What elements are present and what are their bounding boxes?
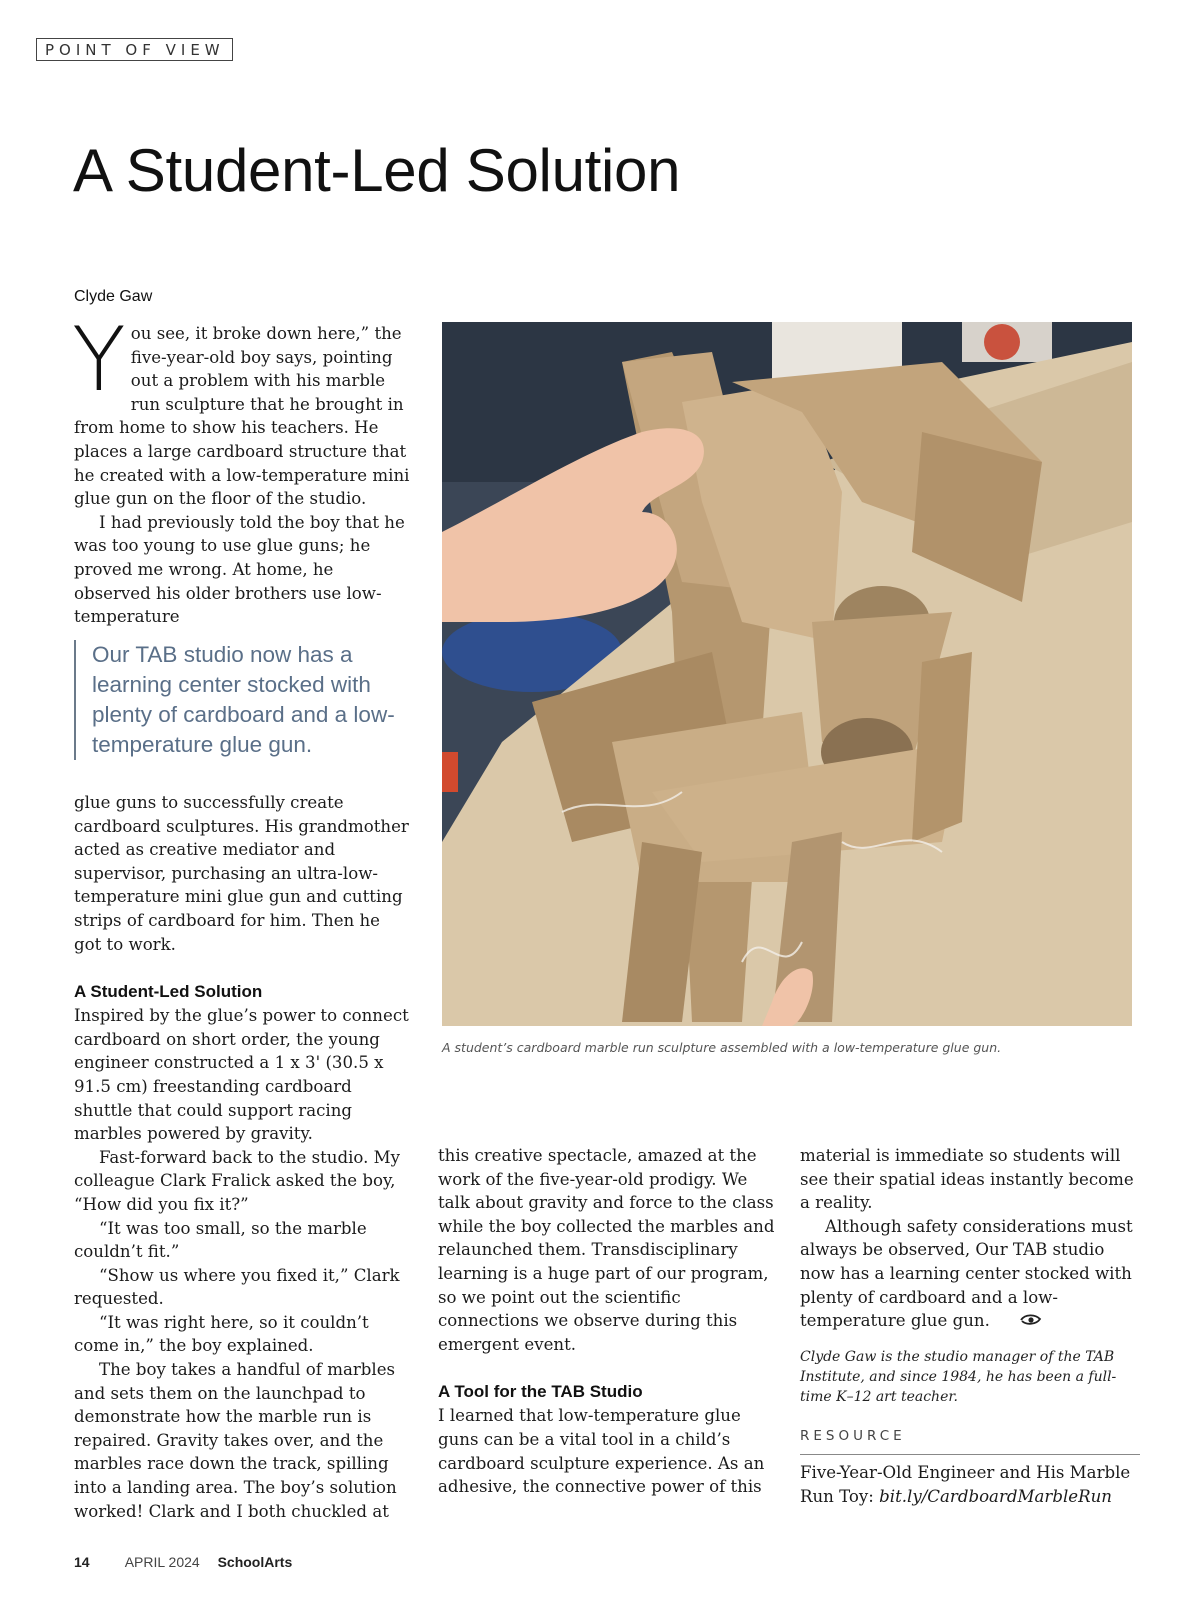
body-paragraph: “It was right here, so it couldn’t come in,” the boy explained. <box>74 1312 369 1356</box>
body-paragraph: “It was too small, so the marble couldn’t fit.” <box>74 1218 367 1262</box>
body-paragraph: Inspired by the glue’s power to connect cardboard on short order, the young engineer constructed a 1 x 3' (30.5 x 91.5 cm) freestanding cardboard shuttle that could support racing marbles powered by gravity. <box>74 1006 409 1144</box>
subhead-tool: A Tool for the TAB Studio <box>438 1382 643 1402</box>
resource-label: RESOURCE <box>800 1425 1140 1455</box>
column-3-body <box>800 1144 1140 1508</box>
page-footer <box>74 1554 292 1570</box>
end-mark-icon <box>994 1310 1043 1334</box>
body-paragraph: Fast-forward back to the studio. My colleague Clark Fralick asked the boy, “How did you fix it?” <box>74 1147 400 1214</box>
continued-paragraph: glue guns to successfully create cardboard sculptures. His grandmother acted as creative mediator and supervisor, purchasing an ultra-low-temperature mini glue gun and cutting strips of cardboard for him. Then he got to work. <box>74 793 409 954</box>
article-headline: A Student-Led Solution <box>73 137 681 204</box>
byline: Clyde Gaw <box>74 288 153 305</box>
column-1-body <box>74 791 410 1523</box>
resource-entry <box>800 1461 1140 1508</box>
resource-link[interactable]: bit.ly/CardboardMarbleRun <box>879 1486 1112 1506</box>
marble-run-photo <box>442 322 1132 1026</box>
body-paragraph: this creative spectacle, amazed at the work of the five-year-old prodigy. We talk about gravity and force to the class while the boy collected the marbles and relaunched them. Transdisciplinary learning is a huge part of our program, so we point out the scientific connections we observe during this emergent event. <box>438 1146 775 1354</box>
author-bio: Clyde Gaw is the studio manager of the TAB Institute, and since 1984, he has been a full-time K–12 art teacher. <box>800 1349 1117 1406</box>
intro-text <box>72 308 410 629</box>
page-number: 14 <box>74 1554 90 1570</box>
subhead-student-led: A Student-Led Solution <box>74 982 263 1002</box>
resource-title: Five-Year-Old Engineer and His Marble Run Toy: <box>800 1463 1131 1506</box>
photo-caption: A student’s cardboard marble run sculpture assembled with a low-temperature glue gun. <box>442 1040 1002 1055</box>
body-paragraph: material is immediate so students will see their spatial ideas instantly become a reality. <box>800 1146 1134 1213</box>
body-paragraph: “Show us where you fixed it,” Clark requested. <box>74 1265 400 1309</box>
column-2-body <box>438 1144 778 1499</box>
issue-date: APRIL 2024 <box>124 1554 200 1570</box>
closing-text: Although safety considerations must always be observed, Our TAB studio now has a learning center stocked with plenty of cardboard and a low-temperature glue gun. <box>800 1216 1133 1331</box>
intro-paragraph-2: I had previously told the boy that he was too young to use glue guns; he proved me wrong. At home, he observed his older brothers use low-temperature <box>74 512 405 627</box>
pull-quote: Our TAB studio now has a learning center stocked with plenty of cardboard and a low-temperature glue gun. <box>74 640 412 760</box>
drop-cap: Y <box>72 308 126 411</box>
body-paragraph: I learned that low-temperature glue guns can be a vital tool in a child’s cardboard sculpture experience. As an adhesive, the connective power of this <box>438 1406 765 1497</box>
section-tag: POINT OF VIEW <box>36 38 233 61</box>
body-paragraph: The boy takes a handful of marbles and sets them on the launchpad to demonstrate how the marble run is repaired. Gravity takes over, and the marbles race down the track, spilling into a landing area. The boy’s solution worked! Clark and I both chuckled at <box>74 1360 397 1521</box>
intro-paragraph-1: ou see, it broke down here,” the five-year-old boy says, pointing out a problem with his marble run sculpture that he brought in from home to show his teachers. He places a large cardboard structure that he created with a low-temperature mini glue gun on the floor of the studio. <box>74 324 410 509</box>
closing-paragraph <box>800 1215 1140 1334</box>
magazine-name: SchoolArts <box>217 1554 293 1570</box>
